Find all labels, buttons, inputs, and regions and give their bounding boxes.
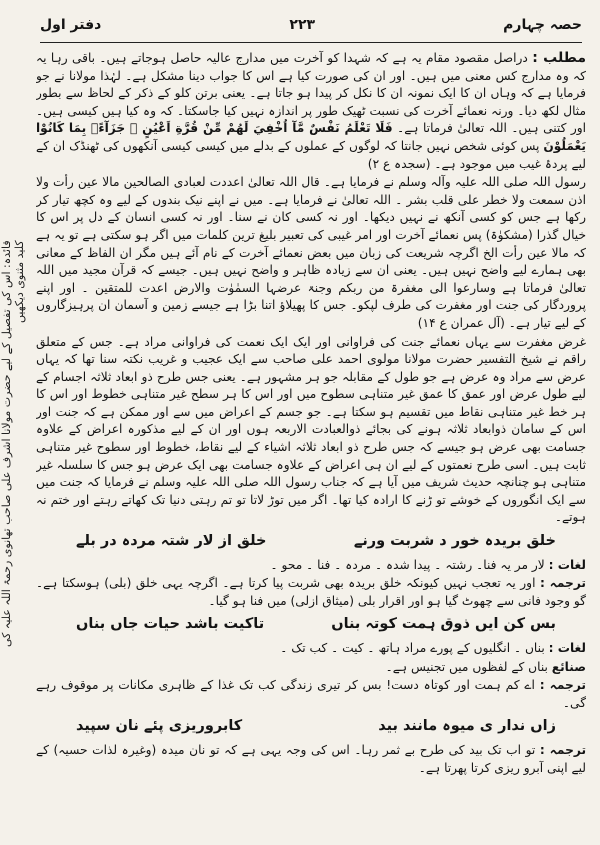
quran-verse-1: فَلَا تَعْلَمُ نَفْسٌ مَّآ اُخْفِيَ لَهُمْ مِّنْ قُرَّةِ اَعْيُنٍ ۚ جَزَآءًۢ بِمَا كَانُوْا يَعْمَلُوْنَ [36, 121, 586, 153]
reference-1: (سجدہ ع ۲) [367, 156, 431, 171]
tarjuma-label: ترجمہ : [539, 742, 586, 757]
tarjuma-1-text: اور یہ تعجب نہیں کیونکہ خلق بریدہ بھی شربت پیا کرتا ہے۔ اگرچہ یہی خلق (بلی) ہوسکتا ہے۔ گو وجود فانی سے چھوٹ گیا ہو اور اقرار بلی (میثاق ازلی) میں فنا ہو گیا۔ [36, 576, 586, 608]
sanaa [36, 659, 586, 677]
header-rule [40, 42, 582, 43]
couplet-1-first: خلق بریدہ خور د شربت ورنے [353, 533, 556, 550]
tarjuma-3-text: تو اب تک بید کی طرح بے ثمر رہا۔ اس کی وجہ یہی ہے کہ تو نان میدہ (وغیرہ لذات حسیہ) کے لیے اپنی آبرو ریزی کرتا پھرتا ہے۔ [36, 742, 586, 775]
reference-2: (آل عمران ع ۱۴) [417, 315, 505, 330]
couplet-3-first: زاں ندار ی میوہ مانند بید [378, 718, 556, 735]
section-title: حصہ چہارم [503, 17, 582, 33]
lughat-1 [36, 557, 586, 575]
tarjuma-label: ترجمہ : [539, 678, 586, 693]
paragraph-1 [36, 50, 586, 173]
tarjuma-2-text: اے کم ہمت اور کوتاہ دست! بس کر تیری زندگی کب تک غذا کے ظاہری مکانات پر موقوف رہے گی۔ [36, 678, 586, 710]
matlab-label: مطلب : [532, 50, 586, 66]
couplet-3-second: کابروریزی پئے نان سپید [76, 718, 243, 735]
sanaa-text: بناں کے لفظوں میں تجنیس ہے۔ [385, 659, 548, 674]
couplet-1 [76, 533, 556, 551]
page-header [40, 12, 582, 38]
tarjuma-1 [36, 575, 586, 610]
paragraph-3-text: غرض مغفرت سے یہاں نعمائے جنت کی فراوانی اور ایک ایک نعمت کی فراوانی مراد ہے۔ جس کے متعلق راقم نے شیخ التفسیر حضرت مولانا مولوی احمد علی صاحب سے ایک عجیب و غریب نکتہ سنا تھا کہ یہاں عرض سے مراد وہ عرض ہے جو طول کے مقابلہ جو ہر مشہور ہے۔ یعنی جس طرح ذو ابعاد ثلاثہ اجسام کے لیے طول عرض اور عمق کا عمق غیر متناہی سطوح میں اور اس کا ہر سطح غیر متناہی خطوط اور اس کا ہر خط غیر متناہی نقاط میں تقسیم ہو سکتا ہے۔ جو جسم کے اعراض میں سے اور ممکن ہے کہ جنت اور اس کے سامان ذوابعاد ثلاثہ ہونے کی بجائے ذوالعبادت الاربعہ ہوں اور ان کے لیے مذکورہ اعراض کے علاوہ جسامت بھی عرض ہو جیسے کہ جس طرح ذو ابعاد ثلاثہ اشیاء کے لیے نقاط، خطوط اور سطوح غیر متناہی ثابت ہیں۔ اسی طرح نعمتوں کے لیے ان ہی اعراض کے علاوہ جسامت بھی ایک عرض ہو جس کا سلسلہ غیر متناہی ہو چنانچہ حدیث شریف میں آیا ہے کہ جناب رسول اللہ صلی اللہ علیہ وسلم نے فرمایا کہ جنت میں سے ایک انگوروں کے خوشے تو ڑنے کا ارادہ کیا تھا۔ اگر میں توڑ لاتا تو تم رہتی دنیا تک کھاتے رہتے اور ختم نہ ہوتے۔ [36, 334, 586, 525]
book-title: دفتر اول [40, 17, 102, 33]
couplet-2 [76, 616, 556, 634]
tarjuma-2 [36, 677, 586, 712]
lughat-2-text: بناں ۔ انگلیوں کے پورے مراد ہاتھ ۔ کیت ۔ کب تک ۔ [280, 641, 545, 655]
tarjuma-label: ترجمہ : [539, 576, 586, 591]
lughat-label: لغات : [548, 557, 586, 572]
tarjuma-3 [36, 742, 586, 777]
couplet-3 [76, 718, 556, 736]
couplet-1-second: خلق از لار شتہ مردہ در بلے [76, 533, 267, 550]
page-body [36, 50, 586, 839]
paragraph-1b-text: پس کوئی شخص نہیں جانتا کہ لوگوں کے عملوں کے بدلے میں کیسی کیسی آنکھوں کی ٹھنڈک ان کے لیے پردۂ غیب میں موجود ہے۔ [36, 138, 586, 171]
lughat-1-text: لار مر یہ فنا۔ رشتہ ۔ پیدا شدہ ۔ مردہ ۔ فنا ۔ محو ۔ [270, 557, 545, 572]
paragraph-3 [36, 334, 586, 528]
margin-note: فائدہ: اس کی تفصیل کے لیے حضرت مولانا اشرف علی صاحب تھانوی رحمۃ اللہ علیہ کی کلید مثنوی دیکھیں [0, 240, 26, 647]
paragraph-2-text: رسول اللہ صلی اللہ علیہ وآلہ وسلم نے فرمایا ہے۔ قال اللہ تعالیٰ اعددت لعبادی الصالحین مالا عین رأت ولا اذن سمعت ولا خطر علی قلب بشر ۔ اللہ تعالیٰ نے فرمایا ہے۔ میں نے اپنے نیک بندوں کے لیے وہ کچھ تیار کر رکھا ہے جس کو کسی آنکھ نے نہیں دیکھا۔ اور نہ کسی کان نے سنا۔ اور نہ کسی انسان کے دل پر اس کا خیال گذرا (مشکوٰۃ) پس نعمائے آخرت اور امر غیبی کی تعبیر بلیغ ترین کلمات میں اگر ہو سکتی ہے تو یہ ہے کہ مالا عین رأت الخ اگرچہ شریعت کی زبان میں بعض نعمائے آخرت کے نام آئے ہیں مگر ان الفاظ کے معانی بھی ہمارے لیے واضح نہیں ہیں۔ یعنی ان سے زیادہ ظاہر و واضح نہیں ہیں۔ جیسے کہ قرآن مجید میں اللہ تعالیٰ فرماتا ہے وسارعوا الی مغفرۃ من ربکم وجنۃ عرضہا السمٰوٰت والارض اعدت للمتقین ۔ اور اپنے پروردگار کی جنت اور مغفرت کی طرف لپکو۔ جس کا پھیلاؤ اتنا بڑا ہے جیسے زمین و آسمان ان پرہیزگاروں کے لیے تیار ہے۔ [36, 175, 586, 330]
paragraph-2 [36, 174, 586, 332]
couplet-2-second: تاکیت باشد حیات جاں بناں [76, 616, 265, 633]
paragraph-1-text: دراصل مقصود مقام یہ ہے کہ شہدا کو آخرت میں مدارج عالیہ حاصل ہوجاتے ہیں۔ باقی رہا یہ کہ وہ مدارج کس معنی میں ہیں۔ اور ان کی صورت کیا ہے اس کا جواب دینا مشکل ہے۔ لہٰذا مولانا نے جو فرمایا ہے کہ وہاں ان کا ایک نمونہ ان کا نکل کر پیدا ہو جاتا ہے۔ یعنی برتن کلو کے ذکر کے لحاظ سے بطور مثال لکھ دیا۔ ورنہ نعمائے آخرت کی نسبت ٹھیک طور پر اندازہ نہیں کیا جاسکتا۔ کہ وہ کیا ہیں کیسی ہیں۔ اور کتنی ہیں۔ اللہ تعالیٰ فرماتا ہے۔ [36, 51, 586, 136]
sanaa-label: صنائع [551, 659, 586, 674]
page-number: ۲۲۳ [289, 17, 316, 33]
couplet-2-first: بس کن ایں ذوق ہمت کوتہ بناں [331, 616, 556, 633]
lughat-2 [36, 640, 586, 658]
lughat-label: لغات : [548, 641, 586, 655]
